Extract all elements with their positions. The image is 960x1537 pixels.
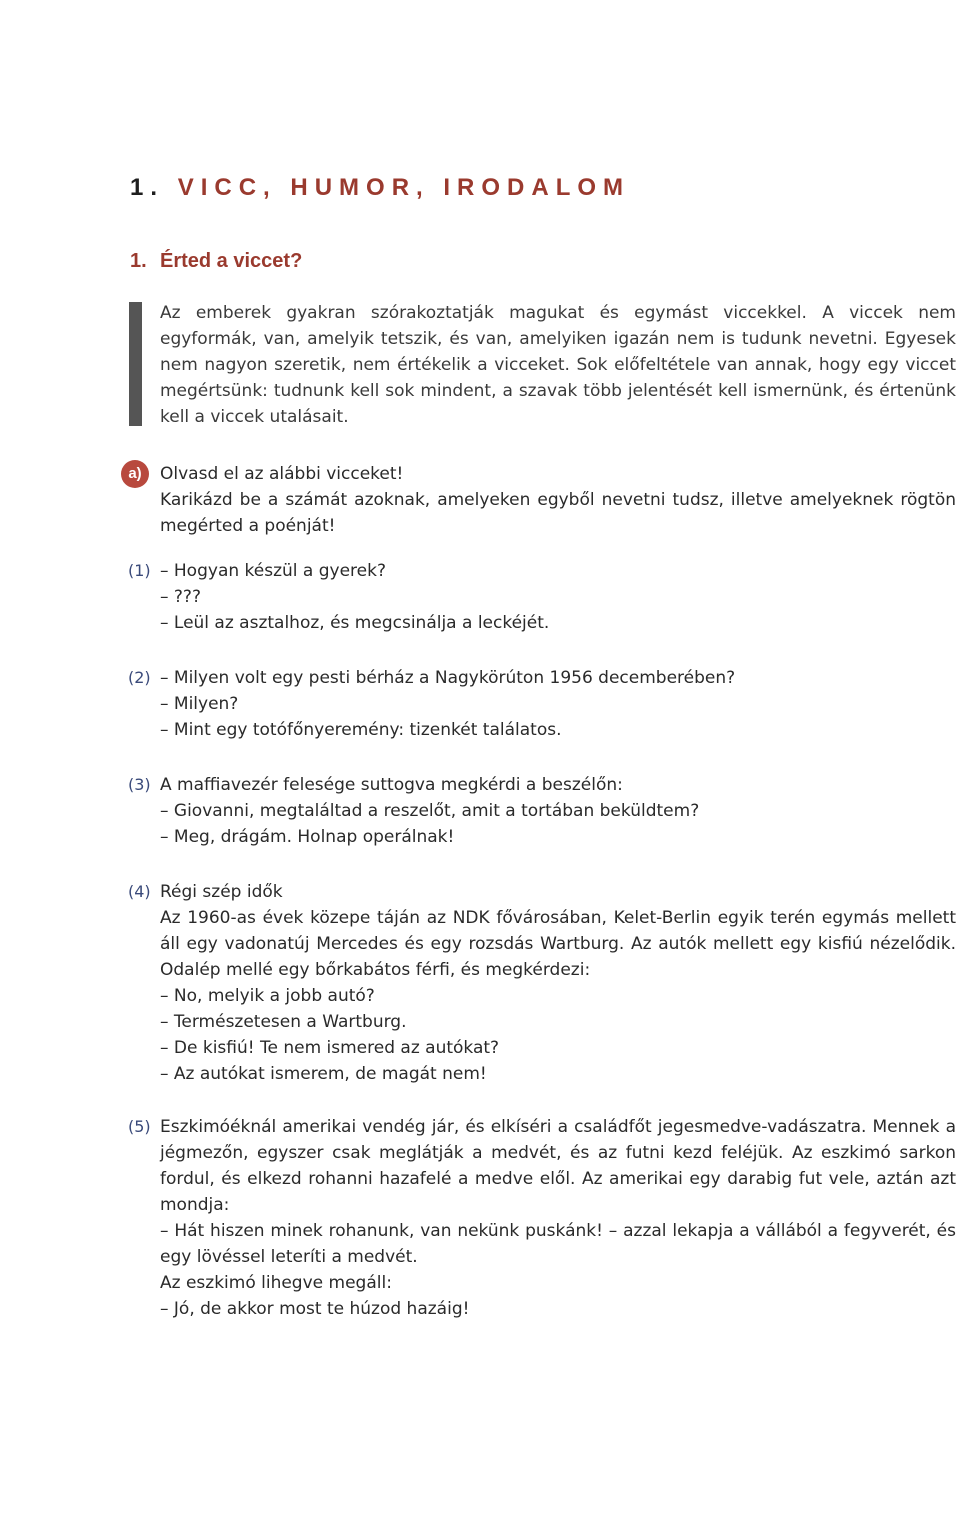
joke-line: – Meg, drágám. Holnap operálnak! (160, 827, 455, 847)
joke-4 (128, 879, 956, 1087)
task-instructions (160, 461, 956, 539)
joke-line: – Mint egy totófőnyeremény: tizenkét találatos. (160, 720, 562, 740)
task-line-1: Olvasd el az alábbi vicceket! (160, 464, 404, 484)
intro-paragraph: Az emberek gyakran szórakoztatják magukat és egymást viccekkel. A viccek nem egyformák, van, amelyik tetszik, és van, amelyiken igazán nem is tudunk nevetni. Egyesek nem nagyon szeretik, nem értékelik a vicceket. Sok előfeltétele van annak, hogy egy viccet megértsünk: tudnunk kell sok mindent, a szavak több jelentését kell ismernünk, és értenünk kell a viccek utalásait. (160, 303, 956, 427)
joke-body (160, 772, 956, 850)
joke-line: – ??? (160, 587, 201, 607)
joke-line: – Giovanni, megtaláltad a reszelőt, amit a tortában beküldtem? (160, 801, 700, 821)
joke-3 (128, 772, 956, 850)
section-number: 1. (130, 250, 147, 272)
joke-number: (1) (128, 561, 151, 580)
section-title-text: Érted a viccet? (160, 250, 303, 272)
joke-line: – No, melyik a jobb autó? (160, 986, 375, 1006)
task-badge: a) (121, 460, 149, 488)
joke-line: – De kisfiú! Te nem ismered az autókat? (160, 1038, 500, 1058)
joke-5 (128, 1114, 956, 1322)
joke-line: – Az autókat ismerem, de magát nem! (160, 1064, 487, 1084)
joke-body (160, 558, 956, 636)
joke-line: – Leül az asztalhoz, és megcsinálja a leckéjét. (160, 613, 550, 633)
joke-body (160, 879, 956, 1087)
chapter-title (130, 174, 630, 202)
joke-number: (5) (128, 1117, 151, 1136)
joke-2 (128, 665, 956, 743)
joke-title: Régi szép idők (160, 882, 283, 902)
joke-line: Az eszkimó lihegve megáll: (160, 1273, 392, 1293)
joke-line: Eszkimóéknál amerikai vendég jár, és elkíséri a családfőt jegesmedve-vadászatra. Mennek a jégmezőn, egyszer csak meglátják a medvét, és az futni kezd feléjük. Az eszkimó sarkon fordul, és elkezd rohanni hazafelé a medve elől. Az amerikai egy darabig fut vele, aztán azt mondja: (160, 1117, 956, 1215)
joke-line: Az 1960-as évek közepe táján az NDK fővárosában, Kelet-Berlin egyik terén egymás mellett áll egy vadonatúj Mercedes és egy rozsdás Wartburg. Az autók mellett egy kisfiú nézelődik. Odalép mellé egy bőrkabátos férfi, és megkérdezi: (160, 908, 956, 980)
joke-number: (4) (128, 882, 151, 901)
joke-line: – Hogyan készül a gyerek? (160, 561, 386, 581)
intro-sidebar-bar (129, 302, 142, 426)
joke-line: – Milyen? (160, 694, 239, 714)
chapter-title-text: VICC, HUMOR, IRODALOM (177, 174, 631, 201)
task-line-2: Karikázd be a számát azoknak, amelyeken egyből nevetni tudsz, illetve amelyeknek rögtön megérted a poénját! (160, 490, 956, 536)
chapter-number: 1. (130, 174, 165, 201)
joke-number: (3) (128, 775, 151, 794)
joke-line: – Természetesen a Wartburg. (160, 1012, 407, 1032)
joke-line: A maffiavezér felesége suttogva megkérdi a beszélőn: (160, 775, 623, 795)
joke-line: – Hát hiszen minek rohanunk, van nekünk puskánk! – azzal lekapja a vállából a fegyverét, és egy lövéssel leteríti a medvét. (160, 1221, 956, 1267)
joke-body (160, 1114, 956, 1322)
joke-line: – Jó, de akkor most te húzod hazáig! (160, 1299, 470, 1319)
joke-1 (128, 558, 956, 636)
joke-body (160, 665, 956, 743)
joke-line: – Milyen volt egy pesti bérház a Nagykörúton 1956 decemberében? (160, 668, 736, 688)
joke-number: (2) (128, 668, 151, 687)
section-title (130, 250, 302, 273)
